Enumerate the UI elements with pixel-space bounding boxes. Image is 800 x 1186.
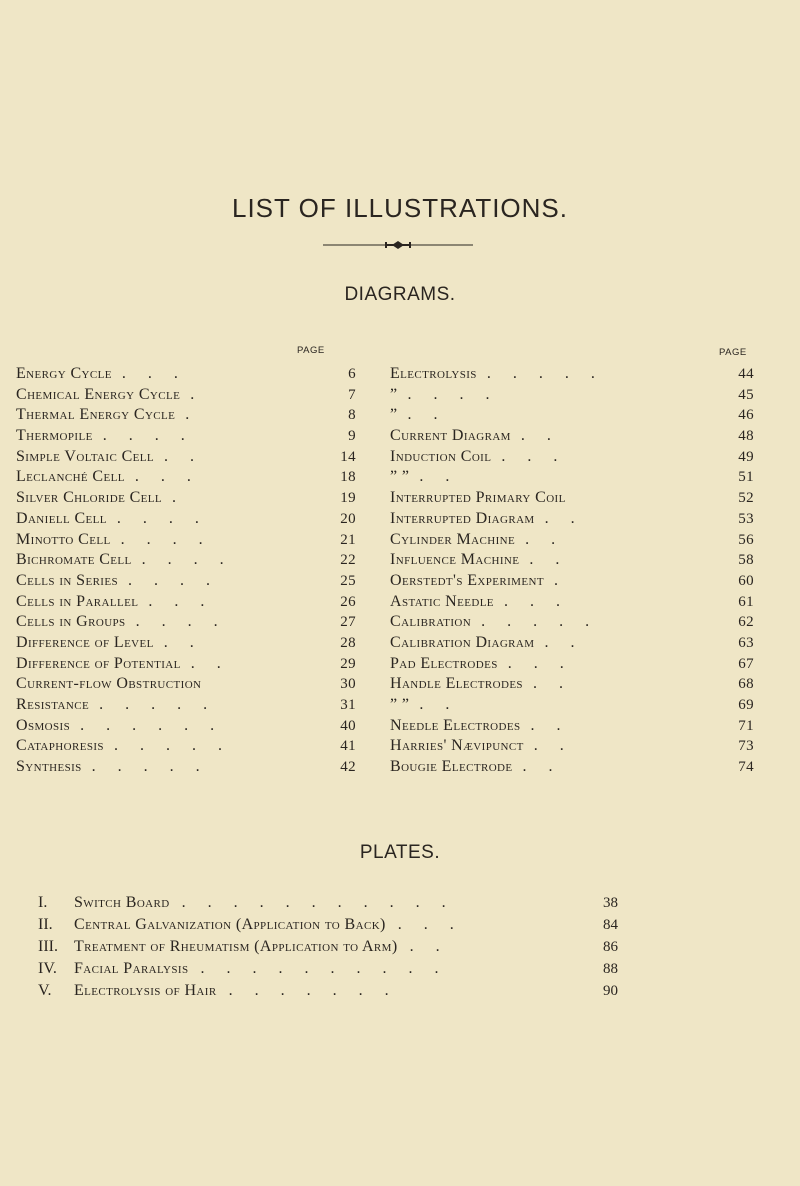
toc-entry: [390, 488, 754, 509]
toc-entry: [16, 612, 356, 633]
toc-entry: [16, 385, 356, 406]
plate-title: Treatment of Rheumatism (Application to Arm): [74, 938, 398, 955]
dot-leader: . .: [529, 551, 569, 569]
toc-entry: [390, 736, 754, 757]
entry-title: Minotto Cell: [16, 530, 111, 548]
dot-leader: . . . . .: [481, 613, 599, 631]
dot-leader: . . . . .: [113, 737, 231, 755]
entry-title: Electrolysis: [390, 365, 477, 382]
toc-entry: [16, 364, 356, 385]
entry-title: Energy Cycle: [16, 365, 112, 382]
dot-leader: . .: [520, 427, 560, 445]
toc-entry: [390, 405, 754, 426]
dot-leader: . .: [533, 737, 573, 755]
entry-page-number: 6: [348, 366, 356, 382]
entry-page-number: 62: [738, 614, 754, 631]
ornament-divider-icon: [323, 240, 473, 250]
toc-entry: [16, 633, 356, 654]
entry-title: Oerstedt's Experiment: [390, 571, 544, 589]
entry-title: ”: [390, 406, 398, 424]
entry-title: Induction Coil: [390, 447, 492, 465]
plate-entry: [38, 914, 618, 936]
plate-entry: [38, 936, 618, 958]
dot-leader: . .: [164, 447, 204, 465]
entry-title: Cells in Groups: [16, 613, 126, 631]
entry-title: Current Diagram: [390, 427, 511, 445]
toc-entry: [390, 364, 754, 385]
toc-entry: [390, 385, 754, 406]
dot-leader: . .: [163, 633, 203, 651]
plate-entry: [38, 958, 618, 980]
entry-page-number: 40: [340, 717, 356, 734]
entry-page-number: 53: [738, 510, 754, 527]
toc-entry: [16, 447, 356, 468]
dot-leader: . . . . . .: [80, 716, 224, 734]
entry-page-number: 56: [738, 531, 754, 548]
toc-entry: [16, 509, 356, 530]
entry-title: Cataphoresis: [16, 737, 104, 755]
entry-page-number: 25: [340, 572, 356, 589]
plate-number: III.: [38, 938, 58, 955]
entry-title: Simple Voltaic Cell: [16, 447, 155, 465]
dot-leader: . . .: [501, 447, 567, 465]
dot-leader: . .: [190, 654, 230, 672]
plate-title: Switch Board: [74, 894, 170, 911]
dot-leader: . . . .: [141, 551, 233, 569]
toc-entry: [390, 550, 754, 571]
toc-entry: [16, 530, 356, 551]
entry-title: Cylinder Machine: [390, 530, 516, 548]
entry-title: Synthesis: [16, 758, 82, 776]
entry-title: ” ”: [390, 468, 410, 486]
entry-page-number: 19: [340, 490, 356, 507]
plate-page-number: 84: [603, 917, 618, 933]
entry-title: Difference of Level: [16, 633, 154, 651]
entry-page-number: 30: [340, 676, 356, 693]
entry-page-number: 28: [340, 634, 356, 651]
entry-title: ”: [390, 385, 398, 403]
entry-title: Interrupted Diagram: [390, 509, 535, 527]
dot-leader: . . . .: [407, 385, 499, 403]
toc-entry: [390, 592, 754, 613]
dot-leader: . .: [544, 633, 584, 651]
dot-leader: . .: [419, 468, 459, 486]
plate-number: II.: [38, 916, 53, 933]
toc-entry: [390, 530, 754, 551]
page-column-label-left: PAGE: [297, 345, 325, 356]
entry-title: Thermal Energy Cycle: [16, 406, 176, 424]
toc-entry: [390, 571, 754, 592]
entry-title: Current-flow Obstruction: [16, 675, 202, 693]
toc-entry: [16, 426, 356, 447]
toc-entry: [16, 674, 356, 695]
entry-title: Pad Electrodes: [390, 654, 498, 672]
toc-entry: [16, 550, 356, 571]
entry-title: Silver Chloride Cell: [16, 489, 163, 507]
entry-page-number: 61: [738, 593, 754, 610]
entry-page-number: 14: [340, 448, 356, 465]
entry-page-number: 18: [340, 469, 356, 486]
toc-entry: [16, 757, 356, 778]
entry-page-number: 27: [340, 614, 356, 631]
entry-title: Difference of Potential: [16, 654, 181, 672]
entry-page-number: 8: [348, 407, 356, 424]
toc-entry: [16, 405, 356, 426]
entry-title: Daniell Cell: [16, 509, 107, 527]
entry-page-number: 31: [340, 697, 356, 713]
entry-page-number: 21: [340, 531, 356, 548]
dot-leader: . . . .: [135, 613, 227, 631]
toc-entry: [16, 592, 356, 613]
dot-leader: .: [172, 489, 186, 507]
plate-number: I.: [38, 894, 48, 911]
dot-leader: . . .: [507, 654, 573, 672]
entry-page-number: 60: [738, 572, 754, 589]
diagrams-heading: DIAGRAMS.: [344, 284, 456, 305]
plate-number: V.: [38, 982, 52, 999]
entry-page-number: 52: [738, 490, 754, 507]
plate-entry: [38, 980, 618, 1002]
toc-entry: [16, 654, 356, 675]
entry-page-number: 48: [738, 428, 754, 445]
entry-title: Leclanché Cell: [16, 468, 125, 486]
entry-page-number: 45: [738, 386, 754, 403]
toc-entry: [390, 426, 754, 447]
entry-page-number: 51: [738, 469, 754, 486]
entry-title: Harries' Nævipunct: [390, 737, 524, 755]
dot-leader: . . . . .: [486, 365, 604, 382]
entry-title: Chemical Energy Cycle: [16, 385, 181, 403]
dot-leader: . . .: [503, 592, 569, 610]
entry-page-number: 22: [340, 552, 356, 569]
entry-page-number: 67: [738, 655, 754, 672]
dot-leader: . . . . .: [91, 758, 209, 776]
toc-entry: [16, 736, 356, 757]
entry-page-number: 7: [348, 386, 356, 403]
page-title: LIST OF ILLUSTRATIONS.: [232, 193, 568, 223]
entry-title: Bougie Electrode: [390, 758, 513, 776]
entry-title: Calibration: [390, 613, 472, 631]
toc-entry: [390, 447, 754, 468]
entry-title: Cells in Series: [16, 571, 119, 589]
entry-page-number: 46: [738, 407, 754, 424]
page-column-label-right: PAGE: [719, 347, 747, 358]
toc-entry: [390, 509, 754, 530]
plate-number: IV.: [38, 960, 57, 977]
dot-leader: . . .: [148, 592, 214, 610]
plate-page-number: 38: [603, 895, 618, 911]
diagrams-left-column: [16, 364, 356, 778]
plates-list: [38, 892, 618, 1002]
entry-page-number: 74: [738, 759, 754, 776]
entry-page-number: 63: [738, 634, 754, 651]
entry-title: Needle Electrodes: [390, 716, 521, 734]
dot-leader: .: [185, 406, 199, 424]
entry-page-number: 26: [340, 593, 356, 610]
entry-page-number: 44: [738, 366, 754, 382]
dot-leader: . . . . . . . . . . .: [181, 894, 455, 911]
dot-leader: . .: [419, 696, 459, 713]
plate-page-number: 90: [603, 983, 618, 999]
entry-title: Osmosis: [16, 716, 71, 734]
entry-page-number: 9: [348, 428, 356, 445]
dot-leader: . . . .: [102, 427, 194, 445]
entry-page-number: 69: [738, 697, 754, 713]
entry-title: Cells in Parallel: [16, 592, 139, 610]
toc-entry: [390, 633, 754, 654]
entry-page-number: 20: [340, 510, 356, 527]
toc-entry: [16, 695, 356, 716]
plate-page-number: 86: [603, 939, 618, 955]
plate-title: Electrolysis of Hair: [74, 982, 217, 999]
dot-leader: . . . .: [116, 509, 208, 527]
dot-leader: . .: [530, 716, 570, 734]
toc-entry: [16, 571, 356, 592]
dot-leader: . . . .: [128, 571, 220, 589]
dot-leader: . . . . . . .: [228, 982, 398, 999]
dot-leader: . .: [409, 938, 449, 955]
entry-title: Influence Machine: [390, 551, 520, 569]
entry-page-number: 68: [738, 676, 754, 693]
plate-title: Central Galvanization (Application to Back): [74, 916, 386, 933]
entry-title: Thermopile: [16, 427, 93, 445]
toc-entry: [390, 654, 754, 675]
toc-entry: [390, 757, 754, 778]
entry-page-number: 71: [738, 717, 754, 734]
toc-entry: [390, 716, 754, 737]
toc-entry: [390, 612, 754, 633]
entry-title: Astatic Needle: [390, 592, 494, 610]
entry-title: ” ”: [390, 696, 410, 713]
plate-page-number: 88: [603, 961, 618, 977]
entry-title: Bichromate Cell: [16, 551, 132, 569]
entry-title: Resistance: [16, 696, 90, 713]
dot-leader: .: [553, 571, 567, 589]
toc-entry: [16, 467, 356, 488]
dot-leader: . .: [407, 406, 447, 424]
dot-leader: . . .: [397, 916, 463, 933]
entry-page-number: 29: [340, 655, 356, 672]
entry-title: Calibration Diagram: [390, 633, 535, 651]
plate-title: Facial Paralysis: [74, 960, 189, 977]
plates-heading: PLATES.: [359, 842, 441, 863]
entry-page-number: 58: [738, 552, 754, 569]
entry-page-number: 49: [738, 448, 754, 465]
dot-leader: . . .: [121, 365, 187, 382]
entry-page-number: 41: [340, 738, 356, 755]
dot-leader: . . . .: [120, 530, 212, 548]
toc-entry: [16, 716, 356, 737]
dot-leader: . .: [544, 509, 584, 527]
dot-leader: . . . . .: [99, 696, 217, 713]
diagrams-right-column: [390, 364, 754, 778]
dot-leader: . .: [525, 530, 565, 548]
dot-leader: . . . . . . . . . .: [200, 960, 448, 977]
dot-leader: .: [190, 385, 204, 403]
entry-title: Interrupted Primary Coil: [390, 489, 566, 507]
toc-entry: [390, 695, 754, 716]
dot-leader: . . .: [134, 468, 200, 486]
entry-page-number: 42: [340, 759, 356, 776]
toc-entry: [16, 488, 356, 509]
dot-leader: . .: [522, 758, 562, 776]
entry-page-number: 73: [738, 738, 754, 755]
entry-title: Handle Electrodes: [390, 675, 523, 693]
dot-leader: . .: [532, 675, 572, 693]
toc-entry: [390, 674, 754, 695]
toc-entry: [390, 467, 754, 488]
plate-entry: [38, 892, 618, 914]
